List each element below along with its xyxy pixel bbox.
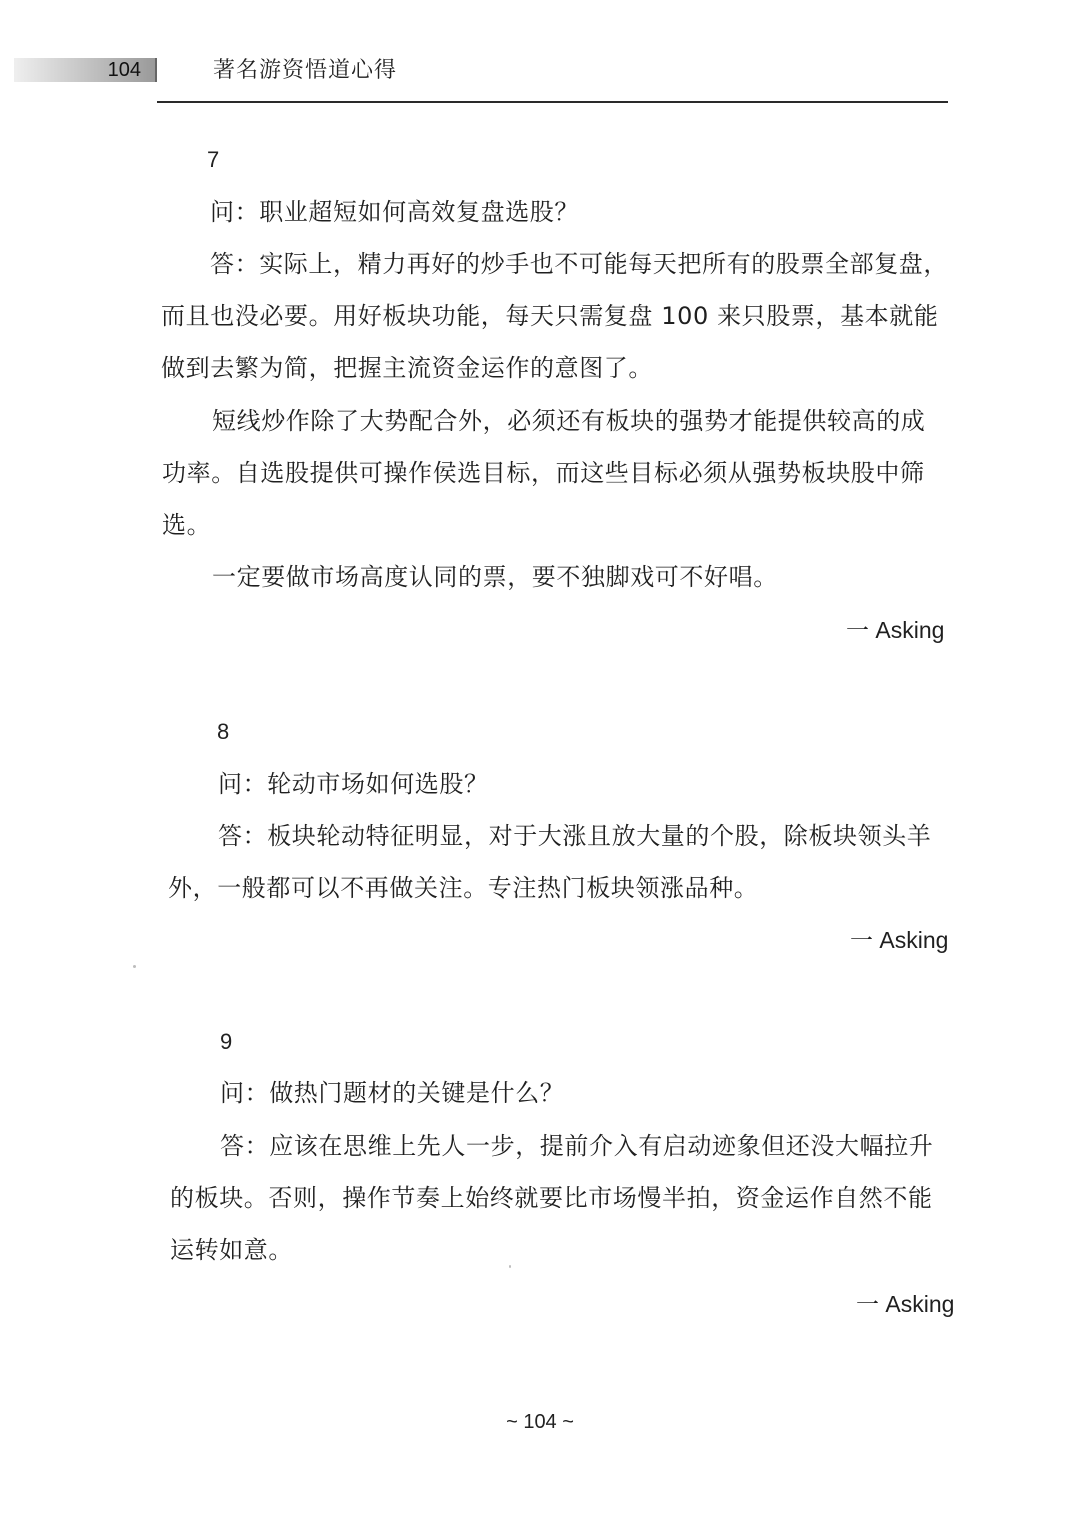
answer-9-line-2: 的板块。否则，操作节奏上始终就要比市场慢半拍，资金运作自然不能 — [170, 1184, 933, 1212]
page-number-tab — [14, 58, 157, 82]
section-number-8: 8 — [217, 719, 230, 744]
answer-7-line-5: 功率。自选股提供可操作侯选目标，而这些目标必须从强势板块股中筛 — [162, 459, 925, 487]
section-number-7: 7 — [207, 147, 220, 172]
answer-7-line-3: 做到去繁为简，把握主流资金运作的意图了。 — [161, 354, 653, 382]
answer-8-line-2: 外，一般都可以不再做关注。专注热门板块领涨品种。 — [168, 874, 759, 902]
page-header — [0, 0, 1080, 110]
page-footer-number: ~ 104 ~ — [506, 1411, 574, 1433]
book-title: 著名游资悟道心得 — [213, 58, 398, 83]
header-divider — [157, 101, 948, 103]
answer-7-line-7: 一定要做市场高度认同的票，要不独脚戏可不好唱。 — [212, 563, 778, 591]
answer-9-line-3: 运转如意。 — [170, 1236, 293, 1264]
scan-speck — [509, 1265, 511, 1268]
answer-7-line-2: 而且也没必要。用好板块功能，每天只需复盘 100 来只股票，基本就能 — [161, 302, 939, 330]
section-number-9: 9 — [220, 1029, 233, 1054]
answer-7-line-1: 答：实际上，精力再好的炒手也不可能每天把所有的股票全部复盘， — [210, 250, 948, 278]
answer-7-line-4: 短线炒作除了大势配合外，必须还有板块的强势才能提供较高的成 — [212, 407, 926, 435]
question-7: 问：职业超短如何高效复盘选股？ — [210, 198, 579, 226]
question-8: 问：轮动市场如何选股？ — [218, 770, 489, 798]
question-9: 问：做热门题材的关键是什么？ — [220, 1079, 565, 1107]
answer-9-line-1: 答：应该在思维上先人一步，提前介入有启动迹象但还没大幅拉升 — [220, 1132, 934, 1160]
header-page-number: 104 — [107, 59, 141, 81]
signature-8: 一 Asking — [850, 927, 949, 953]
signature-7: 一 Asking — [846, 617, 945, 643]
scan-speck — [133, 965, 136, 968]
answer-8-line-1: 答：板块轮动特征明显，对于大涨且放大量的个股，除板块领头羊 — [218, 822, 932, 850]
answer-7-line-6: 选。 — [162, 511, 212, 539]
signature-9: 一 Asking — [856, 1291, 955, 1317]
